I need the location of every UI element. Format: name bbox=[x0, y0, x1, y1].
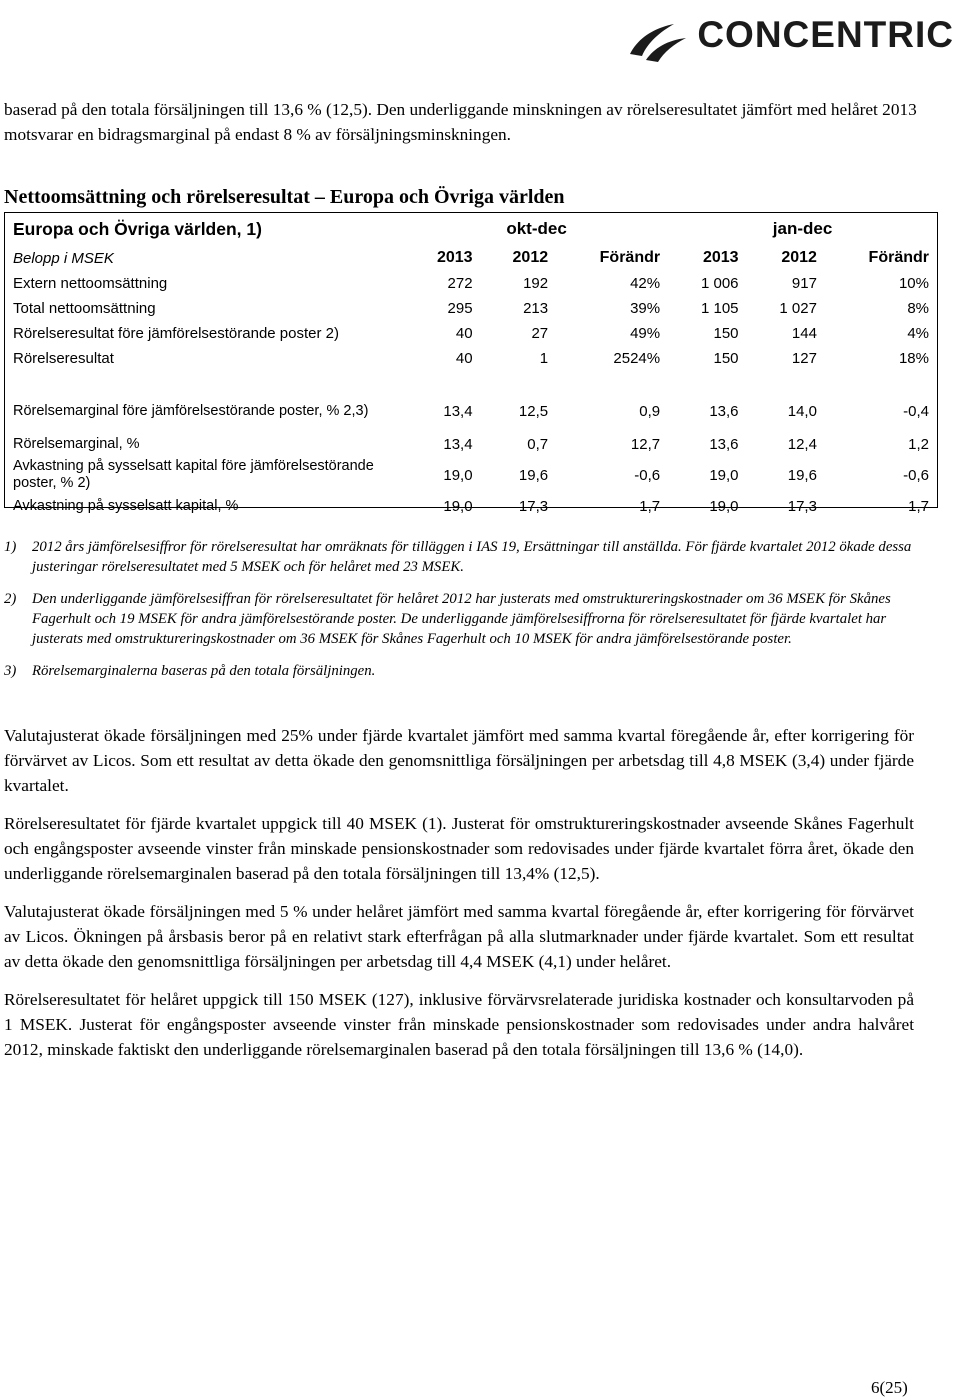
paragraph: Valutajusterat ökade försäljningen med 25% under fjärde kvartalet jämfört med samma kvartal föregående år, efter korrigering för förvärvet av Licos. Som ett resultat av detta ökade den genomsnittliga försäljningen per arbetsdag till 4,8 MSEK (3,4) under fjärde kvartalet. bbox=[4, 726, 914, 795]
cell: 8% bbox=[907, 300, 929, 317]
footnote bbox=[4, 661, 916, 681]
spacer-row bbox=[5, 371, 937, 389]
cell: 150 bbox=[713, 325, 739, 342]
column-header: 2013 bbox=[702, 249, 739, 266]
row-label: Rörelsemarginal, % bbox=[13, 435, 140, 452]
cell: -0,6 bbox=[634, 466, 661, 484]
table-row bbox=[5, 321, 937, 346]
cell: 1 027 bbox=[779, 300, 817, 317]
paragraph: Rörelseresultatet för fjärde kvartalet uppgick till 40 MSEK (1). Justerat för omstruktureringskostnader avseende Skånes Fagerhult och engångsposter avseende vinster från minskade pensionskostnader som redovisades under fjärde kvartalet förra året, ökade den underliggande rörelsemarginalen baserad på den totala försäljningen till 13,4% (12,5). bbox=[4, 814, 914, 883]
table-row bbox=[5, 455, 937, 495]
row-label: Avkastning på sysselsatt kapital före jämförelsestörande poster, % 2) bbox=[13, 458, 374, 491]
cell: 4% bbox=[907, 325, 929, 342]
logo-text: CONCENTRIC bbox=[697, 14, 954, 55]
cell: 213 bbox=[523, 300, 549, 317]
page-number: 6(25) bbox=[871, 1378, 908, 1397]
table-row bbox=[5, 389, 937, 433]
cell: 2524% bbox=[613, 350, 661, 367]
cell: 1 bbox=[539, 350, 549, 367]
row-label: Rörelseresultat före jämförelsestörande poster 2) bbox=[13, 325, 339, 342]
table-row bbox=[5, 495, 937, 517]
column-header: Förändr bbox=[599, 249, 661, 266]
cell: 49% bbox=[630, 325, 661, 342]
cell: 1,7 bbox=[639, 497, 661, 515]
footnote-mark: 2) bbox=[4, 591, 17, 607]
cell: 1 105 bbox=[700, 300, 739, 317]
paragraph: Rörelseresultatet för helåret uppgick till 150 MSEK (127), inklusive förvärvsrelaterade juridiska kostnader och konsultarvoden på 1 MSEK. Justerat för engångsposter avseende vinster från minskade pensionskostnader som redovisades under andra halvåret 2012, minskade faktiskt den underliggande rörelsemarginalen baserad på den totala försäljningen till 13,6 % (14,0). bbox=[4, 990, 914, 1059]
footnotes bbox=[4, 537, 916, 693]
footnote-text: Rörelsemarginalerna baseras på den totala försäljningen. bbox=[32, 663, 376, 679]
footnote-mark: 1) bbox=[4, 539, 17, 555]
cell: 1,7 bbox=[908, 497, 929, 515]
row-label: Extern nettoomsättning bbox=[13, 275, 168, 292]
logo-swoosh-icon bbox=[624, 4, 696, 68]
row-label: Rörelsemarginal före jämförelsestörande poster, % 2,3) bbox=[13, 402, 369, 419]
cell: 40 bbox=[455, 350, 473, 367]
cell: 19,0 bbox=[443, 466, 473, 484]
column-header: 2013 bbox=[436, 249, 473, 266]
cell: 150 bbox=[713, 350, 739, 367]
unit-label: Belopp i MSEK bbox=[13, 249, 114, 267]
group-header-okt-dec: okt-dec bbox=[506, 219, 567, 238]
column-header: 2012 bbox=[512, 249, 549, 266]
cell: 12,5 bbox=[518, 402, 549, 420]
results-table bbox=[4, 212, 938, 515]
cell: 272 bbox=[447, 275, 473, 292]
cell: 13,6 bbox=[709, 402, 739, 420]
cell: 917 bbox=[791, 275, 817, 292]
column-header: Förändr bbox=[868, 249, 929, 266]
group-header-jan-dec: jan-dec bbox=[772, 219, 833, 238]
table-row bbox=[5, 346, 937, 371]
footnote-mark: 3) bbox=[4, 663, 17, 679]
cell: 13,6 bbox=[709, 435, 739, 453]
table-row bbox=[5, 433, 937, 455]
cell: 13,4 bbox=[443, 435, 473, 453]
column-header: 2012 bbox=[781, 249, 817, 266]
cell: 17,3 bbox=[787, 497, 817, 515]
cell: 10% bbox=[898, 275, 929, 292]
cell: 1,2 bbox=[908, 435, 929, 453]
footnote bbox=[4, 537, 916, 577]
cell: 19,6 bbox=[787, 466, 817, 484]
cell: 13,4 bbox=[443, 402, 473, 420]
cell: 0,7 bbox=[527, 435, 549, 453]
cell: -0,6 bbox=[903, 466, 929, 484]
footnote bbox=[4, 589, 916, 649]
table-title: Europa och Övriga världen, 1) bbox=[13, 218, 262, 239]
table-header-row bbox=[5, 213, 937, 245]
body-text bbox=[4, 723, 914, 1075]
cell: 192 bbox=[523, 275, 549, 292]
table-row bbox=[5, 296, 937, 321]
cell: 42% bbox=[630, 275, 661, 292]
row-label: Total nettoomsättning bbox=[13, 300, 156, 317]
cell: 295 bbox=[447, 300, 473, 317]
cell: 12,4 bbox=[787, 435, 817, 453]
cell: 14,0 bbox=[787, 402, 817, 420]
cell: 19,6 bbox=[518, 466, 549, 484]
cell: 144 bbox=[791, 325, 817, 342]
cell: 1 006 bbox=[700, 275, 739, 292]
cell: 19,0 bbox=[443, 497, 473, 515]
cell: 0,9 bbox=[639, 402, 661, 420]
paragraph: Valutajusterat ökade försäljningen med 5 % under helåret jämfört med samma kvartal föregående år, efter korrigering för förvärvet av Licos. Ökningen på årsbasis beror på en relativt stark efterfrågan på alla slutmarknader under fjärde kvartalet. Som ett resultat av detta ökade den genomsnittliga försäljningen per arbetsdag till 4,4 MSEK (4,1) under helåret. bbox=[4, 902, 914, 971]
cell: 19,0 bbox=[709, 497, 739, 515]
company-logo bbox=[624, 4, 954, 68]
cell: 40 bbox=[455, 325, 473, 342]
cell: -0,4 bbox=[903, 402, 929, 420]
row-label: Rörelseresultat bbox=[13, 350, 114, 367]
cell: 17,3 bbox=[518, 497, 549, 515]
cell: 18% bbox=[898, 350, 929, 367]
cell: 39% bbox=[630, 300, 661, 317]
cell: 27 bbox=[531, 325, 549, 342]
cell: 19,0 bbox=[709, 466, 739, 484]
cell: 12,7 bbox=[630, 435, 661, 453]
intro-paragraph: baserad på den totala försäljningen till 13,6 % (12,5). Den underliggande minskningen av rörelseresultatet jämfört med helåret 2013 motsvarar en bidragsmarginal på endast 8 % av försäljningsminskningen. bbox=[4, 100, 917, 144]
footnote-text: Den underliggande jämförelsesiffran för rörelseresultatet för helåret 2012 har justerats med omstruktureringskostnader om 36 MSEK för Skånes Fagerhult och 19 MSEK för andra jämförelsestörande poster. De underliggande jämförelsesiffrorna för rörelseresultatet för fjärde kvartalet har justerats med omstruktureringskostnader om 36 MSEK för Skånes Fagerhult och 10 MSEK för andra jämförelsestörande poster. bbox=[32, 591, 891, 647]
footnote-text: 2012 års jämförelsesiffror för rörelseresultat har omräknats för tilläggen i IAS 19, Ersättningar till anställda. För fjärde kvartalet 2012 ökade dessa justeringar rörelseresultatet med 5 MSEK och för helåret med 23 MSEK. bbox=[32, 539, 912, 575]
table-row bbox=[5, 271, 937, 296]
section-title: Nettoomsättning och rörelseresultat – Europa och Övriga världen bbox=[4, 186, 565, 208]
cell: 127 bbox=[791, 350, 817, 367]
table-subheader-row bbox=[5, 245, 937, 271]
row-label: Avkastning på sysselsatt kapital, % bbox=[13, 497, 239, 514]
